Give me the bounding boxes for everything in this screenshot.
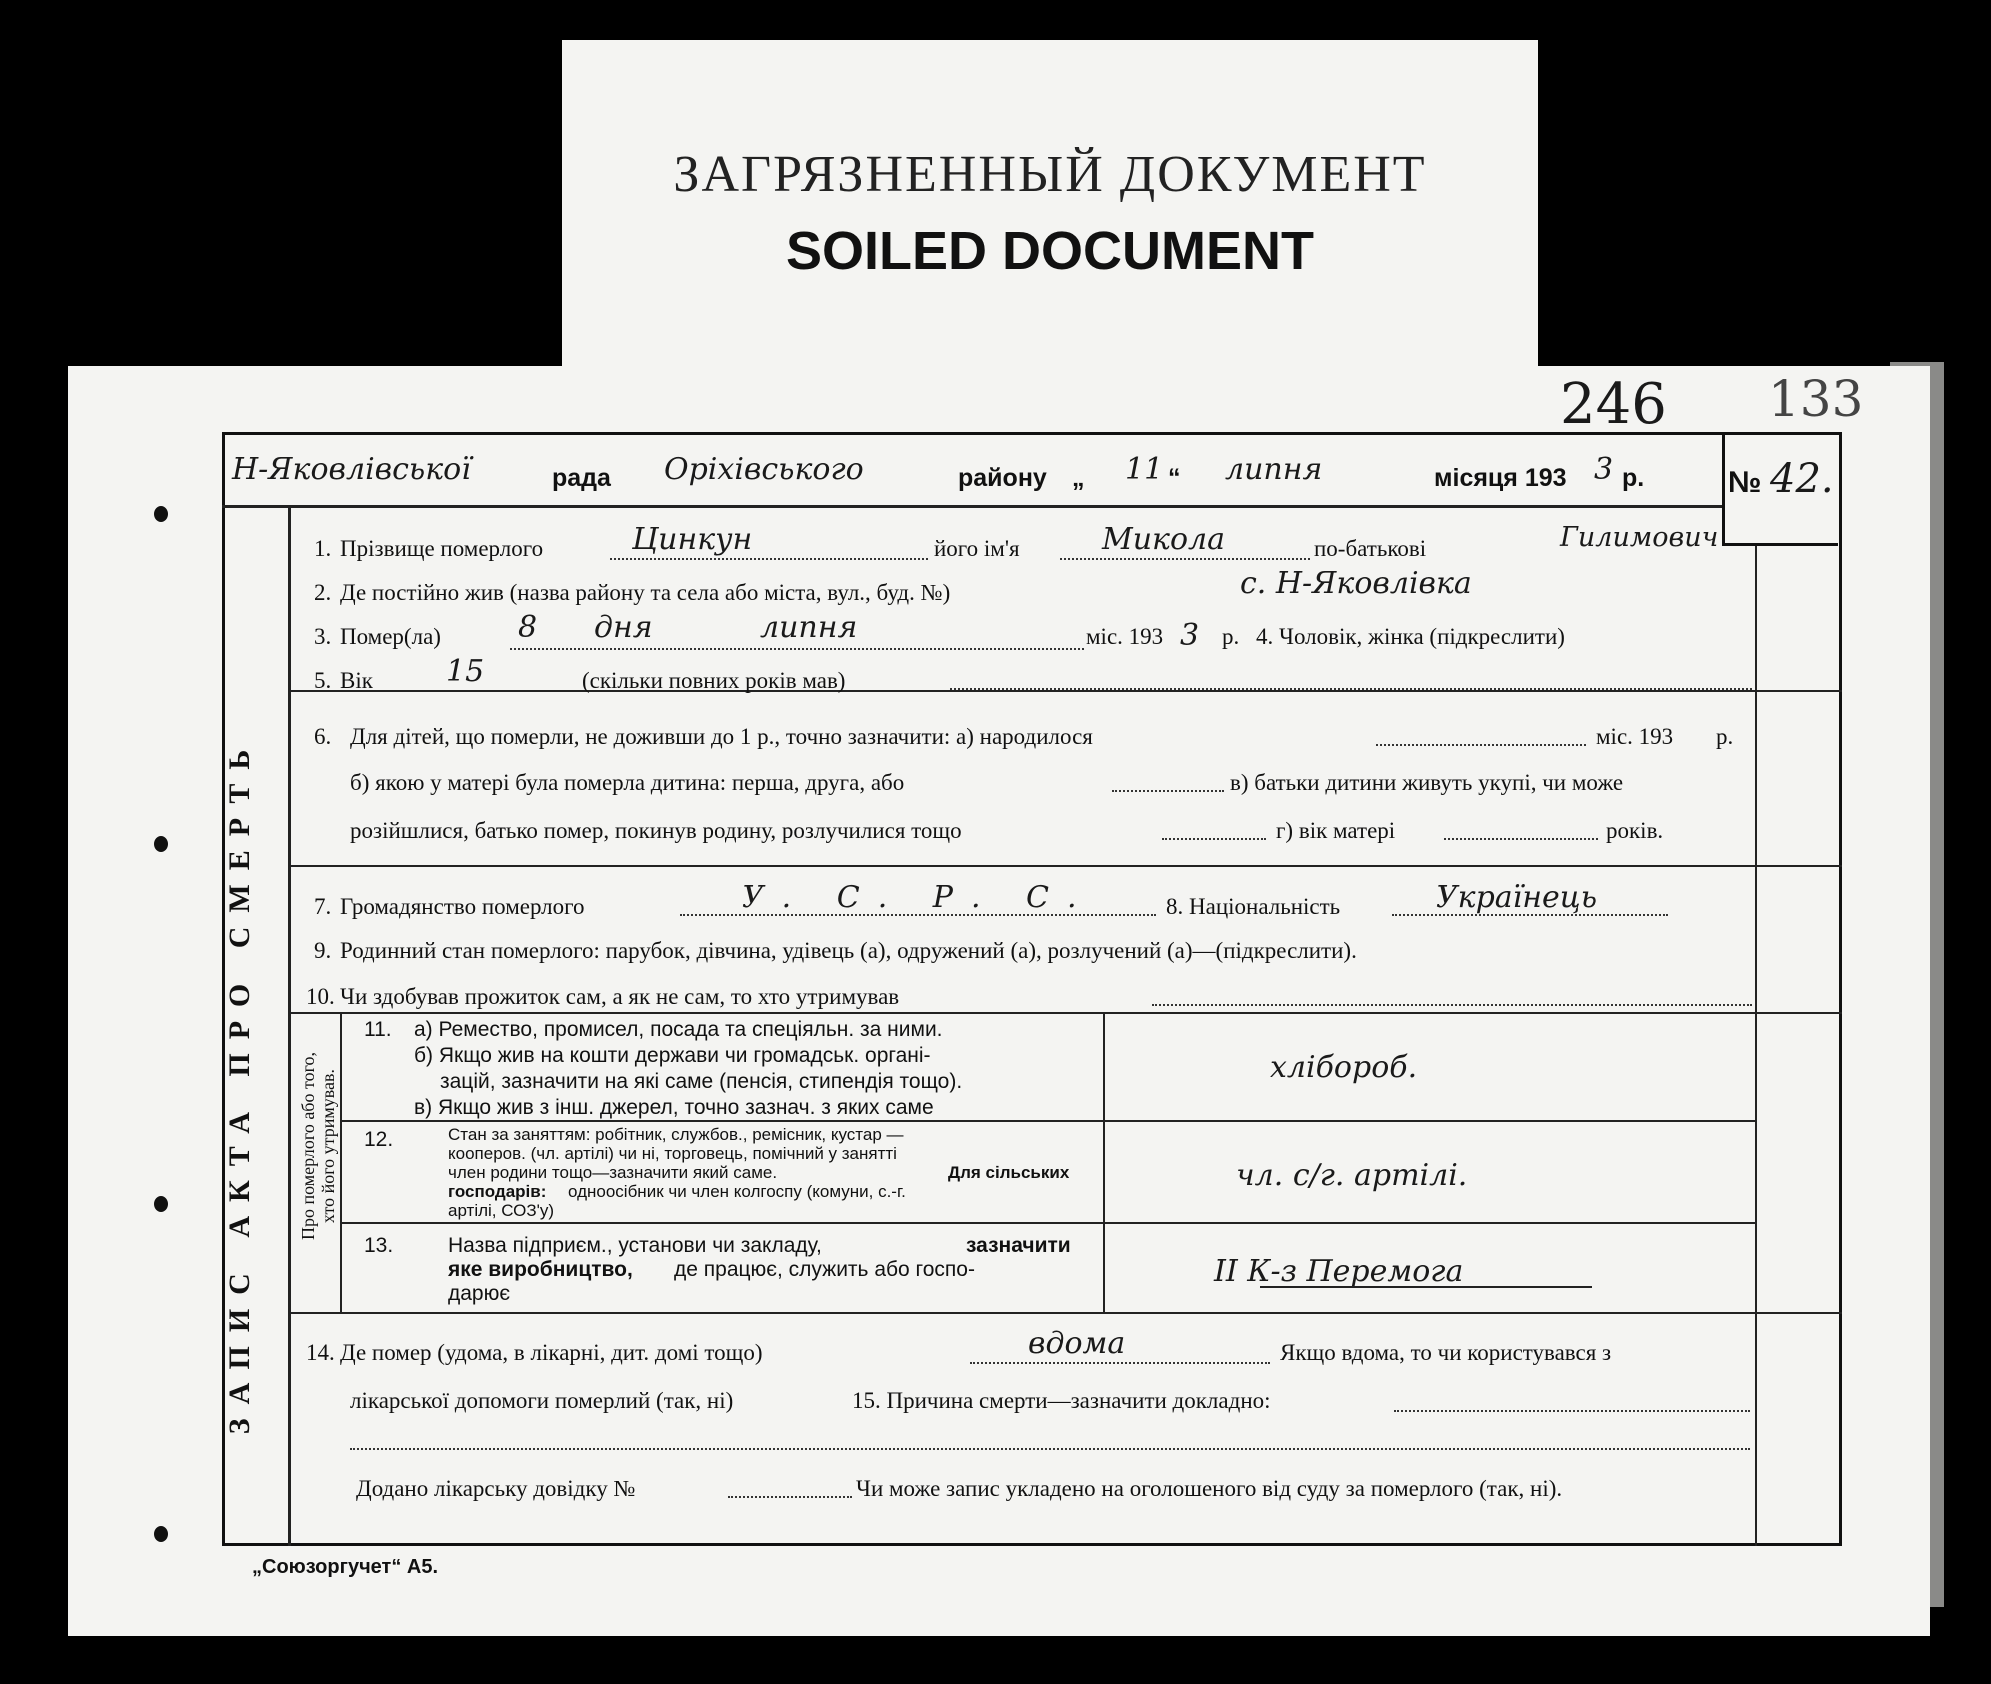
punch-hole [154,1196,168,1212]
place-of-death-line [970,1362,1270,1364]
death-year-digit: 3 [1180,618,1200,653]
line-2-num: 2. [314,580,332,605]
place-of-death-cont: Якщо вдома, то чи користувався з [1280,1340,1612,1365]
cause-line [1394,1410,1750,1412]
nationality-label: 8. Національність [1166,894,1341,919]
row-13-line-2: де працює, служить або госпо- [674,1258,975,1281]
workplace-value: II К-з Перемога [1214,1254,1464,1289]
livelihood-line [1152,1004,1752,1006]
printer-mark: „Союзоргучет“ А5. [252,1556,439,1578]
row-13-num: 13. [364,1234,394,1257]
subtable-row-line [340,1120,1755,1122]
row-12-line-4-bold: господарів: [448,1182,547,1201]
row-12-line-5: артілі, СОЗ'у) [448,1201,555,1220]
medical-cert-line [728,1496,852,1498]
children-row-3b: г) вік матері [1276,818,1396,843]
header-day-value: 11 [1125,452,1164,487]
vertical-caption-line: Про померлого або того, [298,1051,318,1241]
mother-age-line [1444,838,1598,840]
year-suffix: р. [1622,464,1645,492]
number-label: № [1728,466,1762,499]
row-12-num: 12. [364,1128,394,1151]
line-1-num: 1. [314,536,332,561]
age-line [950,688,1752,690]
death-day-value: 8 [518,610,538,645]
row-12-line-2: кооперов. (чл. артілі) чи ні, торговець, помічний у занятті [448,1144,897,1163]
row-11-b2: зацій, зазначити на які саме (пенсія, стипендія тощо). [440,1070,963,1093]
place-of-death-value: вдома [1028,1326,1126,1361]
age-label: Вік [340,668,373,693]
birth-date-line [1376,744,1586,746]
died-label: Помер(ла) [340,624,441,649]
name-value: Микола [1102,522,1226,557]
children-row-1: Для дітей, що померли, не доживши до 1 р., точно зазначити: а) народилося [350,724,1093,749]
month-label: місяця 193 [1434,464,1567,492]
header-month-value: липня [1225,452,1323,487]
line-7-num: 7. [314,894,332,919]
children-row-3: розійшлися, батько помер, покинув родину, розлучилися тощо [350,818,962,843]
name-label: його ім'я [934,536,1020,561]
section-divider [288,1312,1842,1314]
row-13-line-2-bold: яке виробництво, [448,1258,633,1281]
raion-label: району [958,464,1047,492]
day-quote-close: “ [1168,464,1181,492]
subtable-mid-line [1103,1012,1105,1312]
cause-line-2 [350,1448,1750,1450]
line-14-num: 14. [306,1340,335,1365]
death-day-label: дня [594,610,653,645]
vertical-caption-line: хто його утримував. [318,1068,338,1224]
banner-title-ru: ЗАГРЯЗНЕННЫЙ ДОКУМЕНТ [673,146,1427,203]
subtable-row-line [340,1222,1755,1224]
right-margin-line [1755,546,1757,1546]
nationality-value: Українець [1436,880,1598,915]
child-order-line [1112,790,1224,792]
line-10-num: 10. [306,984,335,1009]
occupation-status-value: чл. с/г. артілі. [1236,1158,1468,1193]
surname-label: Прізвище померлого [340,536,544,561]
patronymic-value: Гилимович [1560,522,1719,553]
cause-of-death-label: 15. Причина смерти—зазначити докладно: [852,1388,1271,1413]
punch-hole [154,506,168,522]
row-11-b1: б) Якщо жив на кошти держави чи громадськ. органі- [414,1044,931,1067]
citizenship-value: У. С. Р. С. [742,880,1095,915]
children-row-1-month: міс. 193 [1596,724,1674,749]
record-number-value: 42. [1770,456,1834,502]
workplace-underline [1260,1286,1592,1288]
archive-corner-number: 133 [1768,370,1864,428]
punch-hole [154,1526,168,1542]
soiled-document-banner [562,40,1538,370]
livelihood-label: Чи здобував прожиток сам, а як не сам, то хто утримував [340,984,900,1009]
children-row-2: б) якою у матері була померла дитина: перша, друга, або [350,770,905,795]
occupation-value: хлібороб. [1270,1050,1418,1085]
left-column-divider [288,505,291,1546]
section-divider [288,865,1842,867]
age-suffix: (скільки повних років мав) [582,668,846,693]
line-3-num: 3. [314,624,332,649]
archive-page-number: 246 [1560,372,1667,437]
death-month-label: міс. 193 [1086,624,1164,649]
section-divider [288,1012,1842,1014]
row-13-line-3: дарює [448,1282,511,1305]
death-year-suffix: р. [1222,624,1240,649]
row-11-c: в) Якщо жив з інш. джерел, точно зазнач. з яких саме [414,1096,934,1119]
header-divider [222,505,1722,508]
medical-cert-label: Додано лікарську довідку № [356,1476,636,1501]
rada-label: рада [552,464,611,492]
line-6-num: 6. [314,724,332,749]
subtable-left-line [340,1012,342,1312]
row-11-a: а) Ремество, промисел, посада та спеціяльн. за ними. [414,1018,943,1041]
punch-hole [154,836,168,852]
row-12-line-3: член родини тощо—зазначити який саме. [448,1163,778,1182]
line-5-num: 5. [314,668,332,693]
age-value: 15 [446,654,485,689]
header-year-digit: 3 [1594,452,1614,487]
subtable-vertical-caption [298,1052,338,1240]
row-12-line-3-bold: Для сільських [948,1163,1070,1182]
row-12-line-4: одноосібник чи член колгоспу (комуни, с.-г. [568,1182,906,1201]
parents-status-line [1162,838,1266,840]
day-quote-open: „ [1072,464,1085,492]
rada-value: Н-Яковлівської [232,452,471,487]
surname-value: Цинкун [632,522,753,557]
banner-title-en: SOILED DOCUMENT [785,221,1314,281]
children-row-2b: в) батьки дитини живуть укупі, чи може [1230,770,1624,795]
death-month-value: липня [760,610,858,645]
section-divider [288,690,1842,692]
form-vertical-title: ЗАПИС АКТА ПРО СМЕРТЬ [223,735,256,1435]
marital-status-label: Родинний стан померлого: парубок, дівчина, удівець (а), одружений (а), розлучений (а)—(підкреслити). [340,938,1357,963]
children-row-3c: років. [1606,818,1664,843]
death-date-line [510,648,1084,650]
name-line [1060,558,1310,560]
sex-label: 4. Чоловік, жінка (підкреслити) [1256,624,1565,649]
place-of-death-label: Де помер (удома, в лікарні, дит. домі тощо) [340,1340,763,1365]
residence-value: с. Н-Яковлівка [1240,566,1472,601]
court-record-label: Чи може запис укладено на оголошеного від суду за померлого (так, ні). [856,1476,1563,1501]
raion-value: Оріхівського [664,452,864,487]
row-13-line-1-bold: зазначити [966,1234,1071,1257]
patronymic-label: по-батькові [1314,536,1427,561]
row-13-line-1: Назва підприєм., установи чи закладу, [448,1234,822,1257]
surname-line [610,558,928,560]
citizenship-label: Громадянство померлого [340,894,585,919]
children-row-1-year: р. [1716,724,1734,749]
medical-help-label: лікарської допомоги померлий (так, ні) [350,1388,734,1413]
line-9-num: 9. [314,938,332,963]
row-12-line-1: Стан за заняттям: робітник, службов., ремісник, кустар — [448,1125,904,1144]
residence-label: Де постійно жив (назва району та села або міста, вул., буд. №) [340,580,951,605]
row-11-num: 11. [364,1018,392,1041]
